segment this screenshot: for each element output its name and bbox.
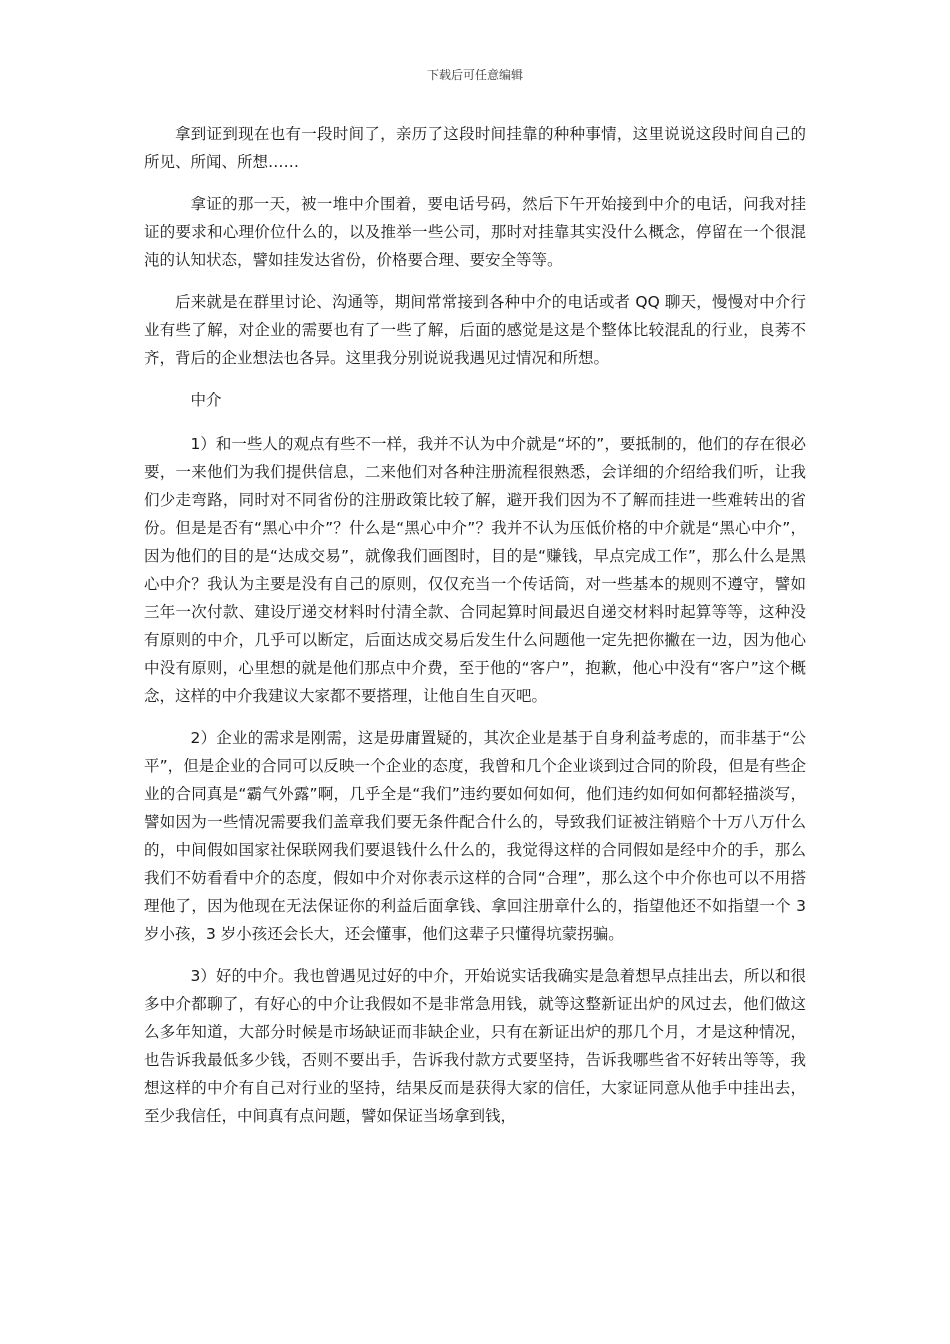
paragraph-later: 后来就是在群里讨论、沟通等，期间常常接到各种中介的电话或者 QQ 聊天，慢慢对中介行业有些了解，对企业的需要也有了一些了解，后面的感觉是这是个整体比较混乱的行业，良莠不齐，背后的企业想法也各异。这里我分别说说我遇见过情况和所想。 xyxy=(144,293,806,367)
paragraph-first-day: 拿证的那一天，被一堆中介围着，要电话号码，然后下午开始接到中介的电话，问我对挂证的要求和心理价位什么的，以及推举一些公司，那时对挂靠其实没什么概念，停留在一个很混沌的认知状态，譬如挂发达省份，价格要合理、要安全等等。 xyxy=(144,195,806,269)
document-body xyxy=(144,120,806,1144)
section-heading: 中介 xyxy=(190,391,222,409)
paragraph-intro: 拿到证到现在也有一段时间了，亲历了这段时间挂靠的种种事情，这里说说这段时间自己的所见、所闻、所想…… xyxy=(144,125,806,171)
page-header: 下载后可任意编辑 xyxy=(426,68,523,82)
paragraph-point-2: 2）企业的需求是刚需，这是毋庸置疑的，其次企业是基于自身利益考虑的，而非基于“公平”，但是企业的合同可以反映一个企业的态度，我曾和几个企业谈到过合同的阶段，但是有些企业的合同真是“霸气外露”啊，几乎全是“我们”违约要如何如何，他们违约如何如何都轻描淡写，譬如因为一些情况需要我们盖章我们要无条件配合什么的，导致我们证被注销赔个十万八万什么的，中间假如国家社保联网我们要退钱什么什么的，我觉得这样的合同假如是经中介的手，那么我们不妨看看中介的态度，假如中介对你表示这样的合同“合理”，那么这个中介你也可以不用搭理他了，因为他现在无法保证你的利益后面拿钱、拿回注册章什么的，指望他还不如指望一个 3 岁小孩，3 岁小孩还会长大，还会懂事，他们这辈子只懂得坑蒙拐骗。 xyxy=(144,729,806,943)
paragraph-point-1: 1）和一些人的观点有些不一样，我并不认为中介就是“坏的”，要抵制的，他们的存在很必要，一来他们为我们提供信息，二来他们对各种注册流程很熟悉，会详细的介绍给我们听，让我们少走弯路，同时对不同省份的注册政策比较了解，避开我们因为不了解而挂进一些难转出的省份。但是是否有“黑心中介”？什么是“黑心中介”？我并不认为压低价格的中介就是“黑心中介”，因为他们的目的是“达成交易”，就像我们画图时，目的是“赚钱，早点完成工作”，那么什么是黑心中介？我认为主要是没有自己的原则，仅仅充当一个传话筒，对一些基本的规则不遵守，譬如三年一次付款、建设厅递交材料时付清全款、合同起算时间最迟自递交材料时起算等等，这种没有原则的中介，几乎可以断定，后面达成交易后发生什么问题他一定先把你撇在一边，因为他心中没有原则，心里想的就是他们那点中介费，至于他的“客户”，抱歉，他心中没有“客户”这个概念，这样的中介我建议大家都不要搭理，让他自生自灭吧。 xyxy=(144,435,806,705)
paragraph-point-3: 3）好的中介。我也曾遇见过好的中介，开始说实话我确实是急着想早点挂出去，所以和很多中介都聊了，有好心的中介让我假如不是非常急用钱，就等这整新证出炉的风过去，他们做这么多年知道，大部分时候是市场缺证而非缺企业，只有在新证出炉的那几个月，才是这种情况，也告诉我最低多少钱，否则不要出手，告诉我付款方式要坚持，告诉我哪些省不好转出等等，我想这样的中介有自己对行业的坚持，结果反而是获得大家的信任，大家证同意从他手中挂出去，至少我信任，中间真有点问题，譬如保证当场拿到钱， xyxy=(144,967,806,1125)
